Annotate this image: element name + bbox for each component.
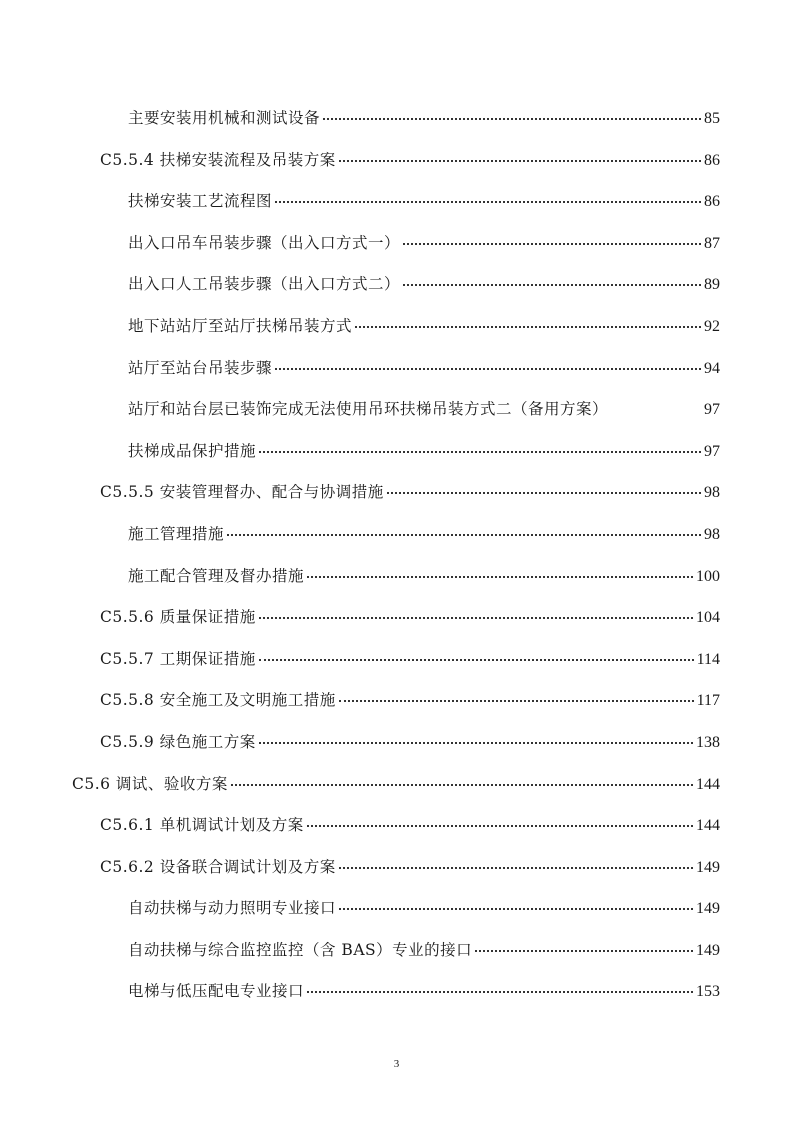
dot-leader xyxy=(275,201,701,203)
toc-entry[interactable] xyxy=(0,476,793,518)
toc-entry[interactable] xyxy=(0,102,793,144)
toc-entry-page: 97 xyxy=(704,442,720,460)
toc-entry[interactable] xyxy=(0,560,793,602)
toc-entry-title: 电梯与低压配电专业接口 xyxy=(128,982,305,1001)
toc-entry-page: 97 xyxy=(704,401,720,419)
toc-entry[interactable] xyxy=(0,975,793,1017)
toc-entry-title: C5.6.1 单机调试计划及方案 xyxy=(100,816,304,835)
toc-entry[interactable] xyxy=(0,144,793,186)
toc-entry-title: C5.6 调试、验收方案 xyxy=(72,774,228,793)
toc-entry[interactable] xyxy=(0,393,793,435)
dot-leader xyxy=(259,451,701,453)
dot-leader xyxy=(259,617,693,619)
toc-entry-title: 扶梯成品保护措施 xyxy=(128,441,257,460)
toc-entry-page: 117 xyxy=(696,692,720,710)
toc-entry-title: 站厅至站台吊装步骤 xyxy=(128,358,273,377)
toc-entry-page: 87 xyxy=(704,234,720,252)
dot-leader xyxy=(307,825,693,827)
toc-entry-title: C5.5.9 绿色施工方案 xyxy=(100,732,256,751)
dot-leader xyxy=(339,160,701,162)
toc-entry-page: 86 xyxy=(704,193,720,211)
table-of-contents xyxy=(0,102,793,1017)
toc-entry-page: 149 xyxy=(696,941,720,959)
toc-entry-page: 92 xyxy=(704,317,720,335)
toc-entry-page: 114 xyxy=(696,650,720,668)
dot-leader xyxy=(307,991,693,993)
toc-entry-title: 扶梯安装工艺流程图 xyxy=(128,192,273,211)
toc-entry-page: 94 xyxy=(704,359,720,377)
toc-entry[interactable] xyxy=(0,435,793,477)
toc-entry-page: 153 xyxy=(696,983,720,1001)
dot-leader xyxy=(227,534,701,536)
toc-entry-page: 86 xyxy=(704,151,720,169)
toc-entry-page: 138 xyxy=(696,733,720,751)
toc-entry[interactable] xyxy=(0,310,793,352)
toc-entry-title: 站厅和站台层已装饰完成无法使用吊环扶梯吊装方式二（备用方案） xyxy=(128,400,609,419)
toc-entry-page: 149 xyxy=(696,900,720,918)
dot-leader xyxy=(307,576,693,578)
toc-entry-title: 主要安装用机械和测试设备 xyxy=(128,109,321,127)
dot-leader xyxy=(259,742,693,744)
dot-leader xyxy=(403,284,701,286)
dot-leader xyxy=(339,867,693,869)
toc-entry[interactable] xyxy=(0,768,793,810)
toc-entry[interactable] xyxy=(0,643,793,685)
dot-leader xyxy=(323,118,701,120)
toc-entry-page: 98 xyxy=(704,525,720,543)
toc-entry[interactable] xyxy=(0,684,793,726)
toc-entry-title: 施工配合管理及督办措施 xyxy=(128,566,305,585)
dot-leader xyxy=(259,659,694,661)
toc-entry-page: 104 xyxy=(696,609,720,627)
toc-entry-page: 144 xyxy=(696,775,720,793)
toc-entry-title: 出入口吊车吊装步骤（出入口方式一） xyxy=(128,233,401,252)
toc-entry-page: 144 xyxy=(696,817,720,835)
dot-leader xyxy=(387,492,701,494)
page-number: 3 xyxy=(393,1058,400,1070)
toc-entry-page: 98 xyxy=(704,484,720,502)
toc-entry[interactable] xyxy=(0,268,793,310)
toc-entry[interactable] xyxy=(0,809,793,851)
toc-entry-title: 地下站站厅至站厅扶梯吊装方式 xyxy=(128,316,353,335)
toc-entry-page: 149 xyxy=(696,858,720,876)
toc-entry[interactable] xyxy=(0,726,793,768)
dot-leader xyxy=(275,368,701,370)
toc-entry-title: 自动扶梯与动力照明专业接口 xyxy=(128,899,337,918)
dot-leader xyxy=(355,326,701,328)
dot-leader xyxy=(231,784,693,786)
toc-entry-page: 89 xyxy=(704,276,720,294)
toc-entry[interactable] xyxy=(0,185,793,227)
toc-entry[interactable] xyxy=(0,518,793,560)
toc-entry-title: C5.6.2 设备联合调试计划及方案 xyxy=(100,857,336,876)
toc-entry[interactable] xyxy=(0,352,793,394)
dot-leader xyxy=(611,409,701,411)
dot-leader xyxy=(475,950,693,952)
dot-leader xyxy=(403,243,701,245)
toc-entry[interactable] xyxy=(0,227,793,269)
toc-entry-title: C5.5.6 质量保证措施 xyxy=(100,608,256,627)
toc-entry-page: 100 xyxy=(696,567,720,585)
toc-entry[interactable] xyxy=(0,934,793,976)
toc-entry[interactable] xyxy=(0,851,793,893)
toc-entry[interactable] xyxy=(0,892,793,934)
dot-leader xyxy=(339,908,693,910)
toc-entry-title: C5.5.7 工期保证措施 xyxy=(100,649,256,668)
toc-entry-title: 施工管理措施 xyxy=(128,524,225,543)
toc-entry-page: 85 xyxy=(704,110,720,127)
toc-entry-title: C5.5.8 安全施工及文明施工措施 xyxy=(100,691,336,710)
toc-entry[interactable] xyxy=(0,601,793,643)
toc-entry-title: C5.5.4 扶梯安装流程及吊装方案 xyxy=(100,150,336,169)
toc-entry-title: 自动扶梯与综合监控监控（含 BAS）专业的接口 xyxy=(128,940,473,959)
toc-entry-title: C5.5.5 安装管理督办、配合与协调措施 xyxy=(100,483,384,502)
dot-leader xyxy=(339,700,694,702)
toc-entry-title: 出入口人工吊装步骤（出入口方式二） xyxy=(128,275,401,294)
